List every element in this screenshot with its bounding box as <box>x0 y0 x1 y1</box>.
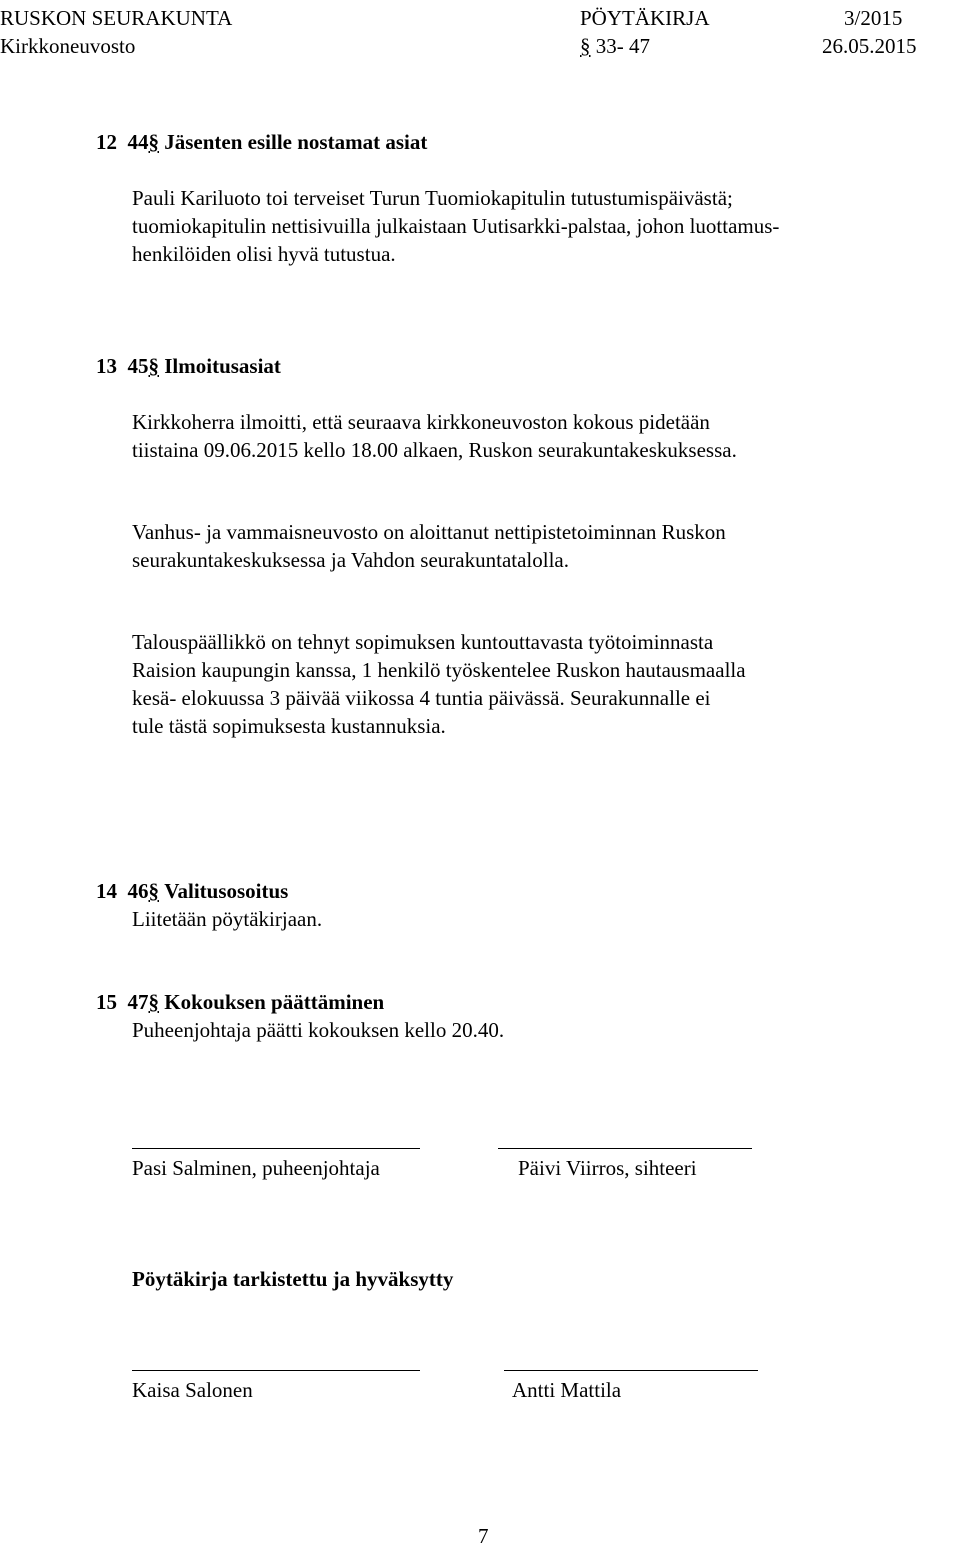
section-sign-icon: § <box>148 130 159 154</box>
header-section-range: § 33- 47 <box>580 34 650 58</box>
signature-checker-1: Kaisa Salonen <box>132 1378 253 1402</box>
signature-checker-2: Antti Mattila <box>512 1378 622 1402</box>
section-sign-icon: § <box>148 990 159 1014</box>
header-body: Kirkkoneuvosto <box>0 34 136 58</box>
item-heading: 12 44§ Jäsenten esille nostamat asiat <box>96 130 428 154</box>
section-sign-icon: § <box>148 354 159 378</box>
paragraph: Vanhus- ja vammaisneuvosto on aloittanut nettipistetoiminnan Ruskon seurakuntakeskuksessa ja Vahdon seurakuntatalolla. <box>132 520 726 572</box>
approval-heading: Pöytäkirja tarkistettu ja hyväksytty <box>132 1267 454 1291</box>
item-heading: 14 46§ Valitusosoitus <box>96 879 289 903</box>
paragraph: Kirkkoherra ilmoitti, että seuraava kirkkoneuvoston kokous pidetään tiistaina 09.06.2015 kello 18.00 alkaen, Ruskon seurakuntakeskuksessa. <box>132 410 737 462</box>
paragraph: Puheenjohtaja päätti kokouksen kello 20.40. <box>132 1018 505 1042</box>
signature-line <box>498 1148 752 1149</box>
signature-line <box>132 1370 420 1371</box>
header-date: 26.05.2015 <box>822 34 917 58</box>
signature-line <box>504 1370 758 1371</box>
header-doc-type: PÖYTÄKIRJA <box>580 6 710 30</box>
section-sign-icon: § <box>148 879 159 903</box>
paragraph: Liitetään pöytäkirjaan. <box>132 907 323 931</box>
paragraph: Pauli Kariluoto toi terveiset Turun Tuomiokapitulin tutustumispäivästä; tuomiokapitulin nettisivuilla julkaistaan Uutisarkki-palstaa, johon luottamus- henkilöiden olisi hyvä tutustua. <box>132 186 780 266</box>
signature-line <box>132 1148 420 1149</box>
paragraph: Talouspäällikkö on tehnyt sopimuksen kuntouttavasta työtoiminnasta Raision kaupungin kanssa, 1 henkilö työskentelee Ruskon hautausmaalla kesä- elokuussa 3 päivää viikossa 4 tuntia päivässä. Seurakunnalle ei tule tästä sopimuksesta kustannuksia. <box>132 630 746 738</box>
header-org: RUSKON SEURAKUNTA <box>0 6 233 30</box>
item-heading: 15 47§ Kokouksen päättäminen <box>96 990 385 1014</box>
signature-secretary: Päivi Viirros, sihteeri <box>518 1156 697 1180</box>
page-number: 7 <box>478 1524 489 1548</box>
header-doc-number: 3/2015 <box>844 6 903 30</box>
signature-chair: Pasi Salminen, puheenjohtaja <box>132 1156 380 1180</box>
section-sign-icon: § <box>580 34 591 58</box>
item-heading: 13 45§ Ilmoitusasiat <box>96 354 281 378</box>
